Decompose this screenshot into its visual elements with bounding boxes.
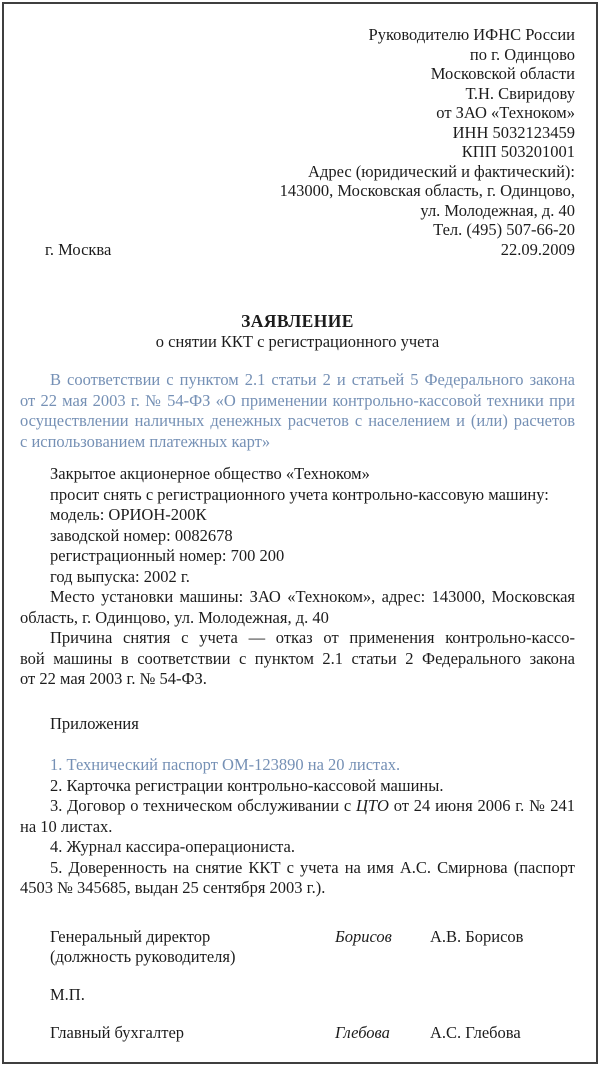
recipient-line: ИНН 5032123459 <box>452 122 575 142</box>
location-paragraph <box>20 587 575 628</box>
director-signature-row <box>20 927 575 968</box>
legal-line: с использованием платежных карт» <box>20 431 271 451</box>
year-line: год выпуска: 2002 г. <box>50 566 190 586</box>
applicant-name: Закрытое акционерное общество «Техноком» <box>50 464 370 483</box>
recipient-line: Т.Н. Свиридову <box>465 83 575 103</box>
recipient-line: Руководителю ИФНС России <box>368 25 575 44</box>
accountant-name: А.С. Глебова <box>430 1023 521 1042</box>
attachment-item-5: 5. Доверенность на снятие ККТ с учета на имя А.С. Смирнова (паспорт <box>50 857 575 877</box>
accountant-position: Главный бухгалтер <box>50 1023 185 1042</box>
recipient-line: 143000, Московская область, г. Одинцово, <box>279 181 575 200</box>
recipient-line: Московской области <box>430 64 575 83</box>
reason-paragraph <box>20 628 575 690</box>
reason-line: вой машины в соответствии с пунктом 2.1 статьи 2 Федерального закона <box>20 648 575 668</box>
attachment-item-5-continuation: 4503 № 345685, выдан 25 сентября 2003 г.). <box>20 878 326 897</box>
accountant-signature-row <box>20 1023 575 1044</box>
reason-line: Причина снятия с учета — отказ от применения контрольно-кассо- <box>50 628 575 647</box>
recipient-line: Адрес (юридический и фактический): <box>308 161 575 181</box>
recipient-line: по г. Одинцово <box>469 44 575 64</box>
model-line: модель: ОРИОН-200К <box>50 505 207 524</box>
attachment-item-3-text: от 24 июня 2006 г. № 241 <box>388 796 576 815</box>
attachment-item-4: 4. Журнал кассира-операциониста. <box>50 837 296 856</box>
director-position-block <box>20 927 335 968</box>
stamp-placeholder: М.П. <box>50 984 85 1004</box>
director-position: Генеральный директор <box>50 926 211 946</box>
attachment-item-3-cto: ЦТО <box>355 796 389 815</box>
location-line: Место установки машины: ЗАО «Техноком», адрес: 143000, Московская <box>50 587 575 606</box>
recipient-line: от ЗАО «Техноком» <box>436 103 575 122</box>
document-title: ЗАЯВЛЕНИЕ <box>241 311 354 331</box>
reason-line: от 22 мая 2003 г. № 54-ФЗ. <box>20 669 207 688</box>
attachments-list <box>20 755 575 899</box>
document-date: 22.09.2009 <box>500 239 575 259</box>
serial-number-line: заводской номер: 0082678 <box>50 525 233 545</box>
attachment-item-3 <box>20 796 575 817</box>
recipient-block <box>20 25 575 240</box>
title-block <box>20 311 575 352</box>
accountant-signature: Глебова <box>335 1023 390 1042</box>
recipient-line: КПП 503201001 <box>461 142 575 161</box>
attachment-item-3-continuation: на 10 листах. <box>20 816 113 836</box>
attachment-item-1: 1. Технический паспорт ОМ-123890 на 20 листах. <box>50 755 401 774</box>
recipient-line: Тел. (495) 507-66-20 <box>433 220 575 239</box>
document-subtitle: о снятии ККТ с регистрационного учета <box>155 331 440 351</box>
director-signature: Борисов <box>335 926 392 946</box>
request-line: просит снять с регистрационного учета контрольно-кассовую машину: <box>50 484 549 504</box>
director-position-note: (должность руководителя) <box>50 947 236 966</box>
legal-basis-paragraph <box>20 370 575 452</box>
attachments-heading: Приложения <box>50 713 139 733</box>
place-date-row <box>20 240 575 260</box>
document-content <box>20 0 575 1044</box>
recipient-line: ул. Молодежная, д. 40 <box>420 200 575 220</box>
attachment-item-2: 2. Карточка регистрации контрольно-кассовой машины. <box>50 775 444 795</box>
attachment-item-3-text: 3. Договор о техническом обслуживании с <box>50 796 356 815</box>
request-block <box>20 464 575 587</box>
accountant-position-block <box>20 1023 335 1044</box>
place-city: г. Москва <box>45 239 112 259</box>
registration-number-line: регистрационный номер: 700 200 <box>50 546 285 565</box>
director-name: А.В. Борисов <box>430 926 524 946</box>
location-line: область, г. Одинцово, ул. Молодежная, д. 40 <box>20 607 329 627</box>
legal-line: осуществлении наличных денежных расчетов с населением и (или) расчетов <box>20 411 575 430</box>
legal-line: В соответствии с пунктом 2.1 статьи 2 и статьей 5 Федерального закона <box>50 370 575 389</box>
legal-line: от 22 мая 2003 г. № 54-ФЗ «О применении контрольно-кассовой техники при <box>20 390 575 410</box>
